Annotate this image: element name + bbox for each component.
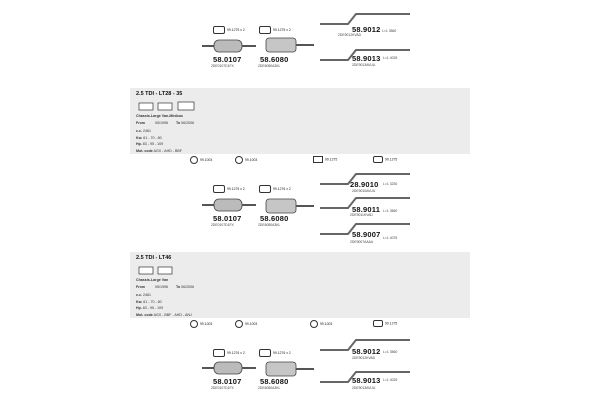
gasket-icon bbox=[190, 156, 198, 164]
part-code: 2DE0107D1FX bbox=[211, 223, 234, 227]
part-code: 2DE9007AAAU bbox=[350, 240, 374, 244]
clip-label: 99.1276 x 2 bbox=[259, 349, 291, 357]
part-code: 2DE9010AVUU bbox=[352, 189, 376, 193]
catalytic-converter-drawing bbox=[200, 358, 260, 378]
clamp-icon bbox=[373, 156, 383, 163]
to-label: To bbox=[175, 285, 181, 289]
part-number[interactable]: 58.9012 bbox=[352, 25, 381, 34]
catalytic-converter-drawing bbox=[200, 195, 260, 215]
part-code: 2DE6080A3KL bbox=[258, 386, 281, 390]
pipe-length: L=1 3560 bbox=[383, 209, 398, 213]
clip-label: 99.1276 x 2 bbox=[213, 349, 245, 357]
to-value: 06/2006 bbox=[181, 121, 195, 125]
spec-row: Mot. code AGX - BBF - AHD - ANJ bbox=[136, 312, 192, 317]
clamp-icon bbox=[259, 349, 271, 357]
fitting-item[interactable]: 99.1003 bbox=[235, 156, 257, 164]
clip-label: 99.1275 x 2 bbox=[213, 185, 245, 193]
part-number[interactable]: 58.9012 bbox=[352, 347, 381, 356]
from-label: From bbox=[136, 285, 145, 289]
part-number[interactable]: 58.6080 bbox=[260, 214, 289, 223]
spec-row: Mot. code AGX - AHD - BBF bbox=[136, 148, 182, 153]
spec-row: Hp. 83 - 95 - 109 bbox=[136, 306, 164, 310]
clamp-icon bbox=[213, 26, 225, 34]
fitting-item[interactable]: 99.1275 bbox=[313, 156, 337, 163]
spec-row: Hp. 83 - 95 - 109 bbox=[136, 142, 164, 146]
to-value: 06/2006 bbox=[181, 285, 195, 289]
spec-list bbox=[136, 292, 192, 318]
clip-label: 99.1276 x 2 bbox=[259, 185, 291, 193]
spec-row: c.c. 2461 bbox=[136, 293, 151, 297]
part-code: 2DE9013AVUU bbox=[352, 386, 376, 390]
clip-label: 99.1275 x 2 bbox=[259, 26, 291, 34]
clamp-icon bbox=[213, 185, 225, 193]
part-number[interactable]: 58.9011 bbox=[352, 205, 381, 214]
spec-row: Kw. 61 - 70 - 80 bbox=[136, 135, 162, 140]
from-value: 05/1996 bbox=[154, 121, 168, 125]
van-icon bbox=[138, 265, 178, 277]
gasket-icon bbox=[235, 320, 243, 328]
from-label: From bbox=[136, 121, 145, 125]
fitting-item[interactable]: 99.1275 bbox=[373, 320, 397, 327]
catalytic-converter-drawing bbox=[200, 36, 260, 56]
part-code: 2DE6080A3KL bbox=[258, 64, 281, 68]
part-code: 2DE9013AVUU bbox=[352, 63, 376, 67]
date-range bbox=[136, 285, 194, 289]
date-range bbox=[136, 121, 194, 125]
silencer-drawing bbox=[262, 34, 322, 56]
pipe-length: L=1 4025 bbox=[383, 378, 398, 382]
section-title: 2.5 TDI - LT46 bbox=[136, 255, 172, 261]
to-label: To bbox=[175, 121, 181, 125]
clamp-icon bbox=[259, 185, 271, 193]
spec-row: c.c. 2461 bbox=[136, 129, 151, 133]
clamp-icon bbox=[373, 320, 383, 327]
part-code: 2DE9012KVAD bbox=[338, 33, 362, 37]
gasket-icon bbox=[190, 320, 198, 328]
pipe-length: L=1 4075 bbox=[383, 236, 398, 240]
section-title: 2.5 TDI - LT28 - 35 bbox=[136, 91, 183, 97]
part-code: 2DE0107D1FX bbox=[211, 64, 234, 68]
part-number[interactable]: 58.9013 bbox=[352, 376, 381, 385]
part-code: 2DE6080A3KL bbox=[258, 223, 281, 227]
clip-label: 99.1275 x 2 bbox=[213, 26, 245, 34]
part-number[interactable]: 28.9010 bbox=[350, 180, 379, 189]
clamp-icon bbox=[259, 26, 271, 34]
vehicle-type: Chassis-Large Van-Minibus bbox=[136, 114, 183, 118]
pipe-length: L=1 4025 bbox=[383, 56, 398, 60]
part-number[interactable]: 58.6080 bbox=[260, 377, 289, 386]
part-code: 2DE9011KVAD bbox=[350, 213, 373, 217]
part-number[interactable]: 58.0107 bbox=[213, 55, 242, 64]
fitting-item[interactable]: 99.1275 bbox=[373, 156, 397, 163]
part-code: 2DE9012KVAD bbox=[352, 356, 376, 360]
part-number[interactable]: 58.0107 bbox=[213, 377, 242, 386]
spec-list bbox=[136, 128, 182, 154]
from-value: 05/1996 bbox=[154, 285, 168, 289]
van-icon bbox=[138, 101, 198, 113]
part-code: 2DE0107D1FX bbox=[211, 386, 234, 390]
gasket-icon bbox=[235, 156, 243, 164]
fitting-item[interactable]: 99.1003 bbox=[190, 320, 212, 328]
spec-row: Kw. 61 - 70 - 80 bbox=[136, 299, 162, 304]
fitting-item[interactable]: 99.1003 bbox=[235, 320, 257, 328]
pipe-length: L=1 3230 bbox=[383, 182, 398, 186]
pipe-length: L=1 3560 bbox=[383, 350, 398, 354]
part-number[interactable]: 58.9007 bbox=[352, 230, 381, 239]
clamp-icon bbox=[213, 349, 225, 357]
part-number[interactable]: 58.9013 bbox=[352, 54, 381, 63]
vehicle-type: Chassis-Large Van bbox=[136, 278, 169, 282]
pipe-length: L=1 3560 bbox=[382, 29, 397, 33]
part-number[interactable]: 58.0107 bbox=[213, 214, 242, 223]
fitting-item[interactable]: 99.1003 bbox=[190, 156, 212, 164]
part-number[interactable]: 58.6080 bbox=[260, 55, 289, 64]
bracket-icon bbox=[313, 156, 323, 163]
fitting-item[interactable]: 99.1003 bbox=[310, 320, 332, 328]
gasket-icon bbox=[310, 320, 318, 328]
